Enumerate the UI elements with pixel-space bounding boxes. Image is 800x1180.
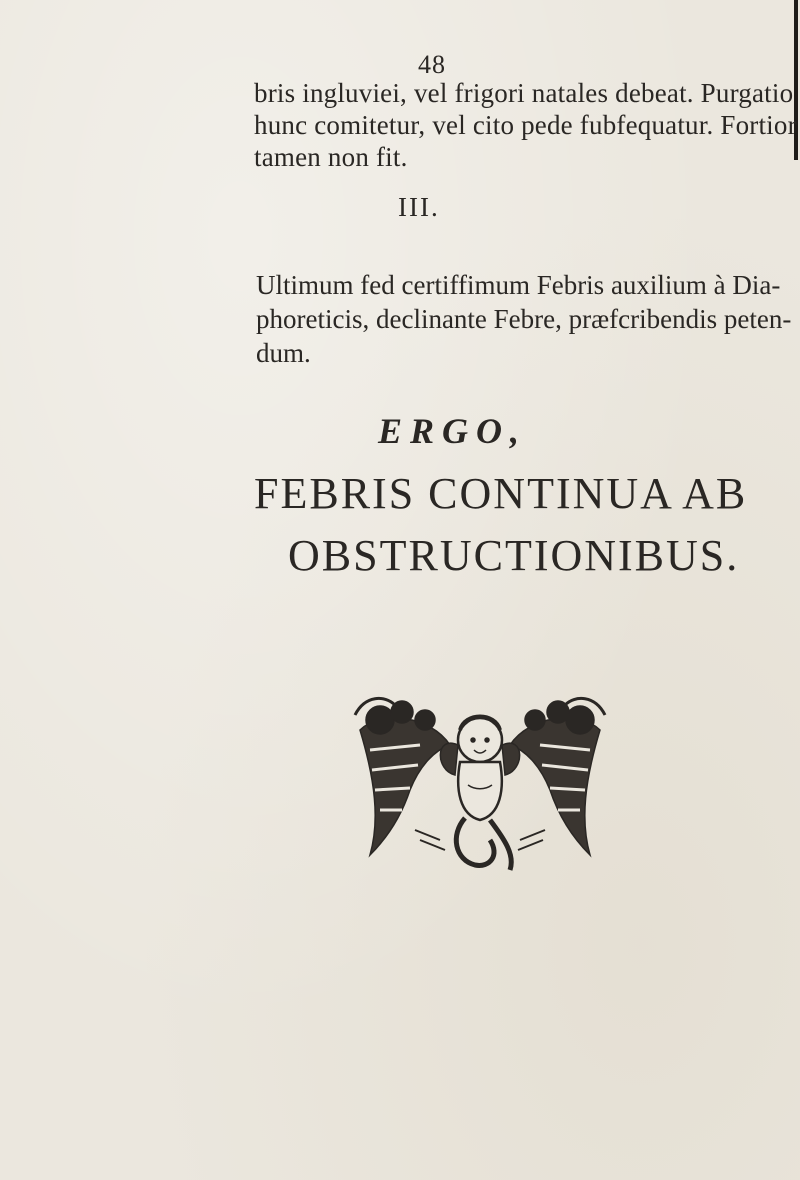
page-number: 48 — [418, 50, 446, 79]
text-line: bris ingluviei, vel frigori natales debeat. Purgatio — [254, 78, 794, 108]
paragraph-line: dum. — [256, 338, 311, 368]
thesis-title-line: FEBRIS CONTINUA AB — [254, 469, 748, 518]
text-line: hunc comitetur, vel cito pede fubfequatur. Fortior — [254, 110, 797, 140]
text-line: tamen non fit. — [254, 142, 408, 172]
thesis-title-line: OBSTRUCTIONIBUS. — [288, 531, 740, 580]
paragraph-line: phoreticis, declinante Febre, præfcribendis peten- — [256, 304, 792, 334]
cherub-ornament-icon — [340, 690, 620, 880]
ergo-heading: ERGO, — [378, 411, 528, 451]
paragraph-line: Ultimum fed certiffimum Febris auxilium à Dia- — [256, 270, 781, 300]
section-number: III. — [398, 192, 440, 222]
